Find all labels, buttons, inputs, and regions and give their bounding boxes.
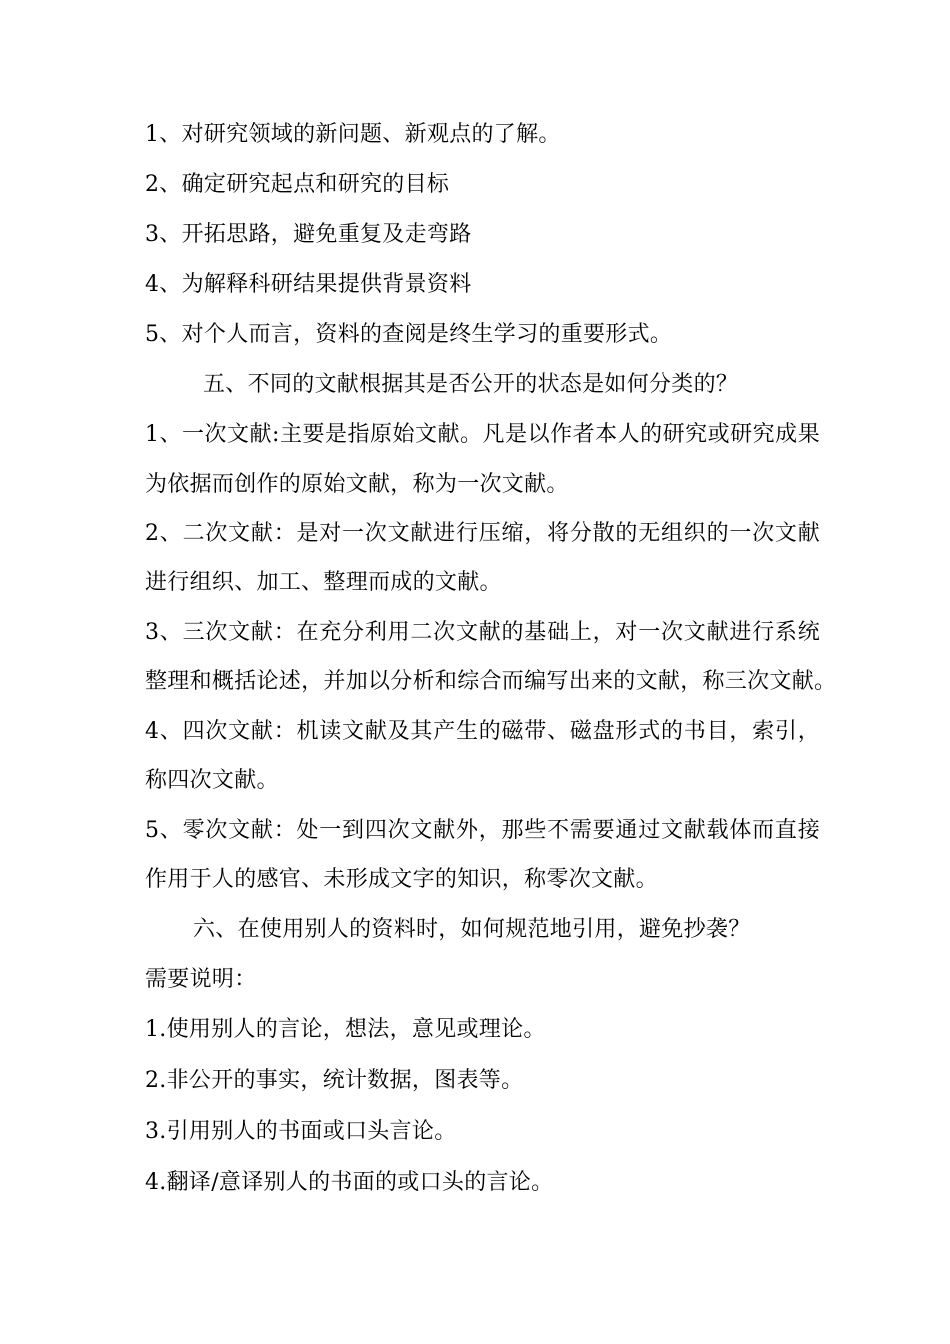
intro-text: 需要说明：	[145, 967, 257, 992]
list-item: 3.引用别人的书面或口头言论。	[145, 1119, 457, 1144]
section-heading: 六、在使用别人的资料时，如何规范地引用，避免抄袭？	[193, 917, 751, 942]
paragraph-line: 进行组织、加工、整理而成的文献。	[145, 570, 502, 595]
paragraph-line: 2、二次文献：是对一次文献进行压缩，将分散的无组织的一次文献	[145, 521, 820, 546]
paragraph-line: 4、四次文献：机读文献及其产生的磁带、磁盘形式的书目，索引，	[145, 719, 820, 744]
list-item: 4、为解释科研结果提供背景资料	[145, 272, 472, 297]
paragraph-line: 5、零次文献：处一到四次文献外，那些不需要通过文献载体而直接	[145, 818, 820, 843]
list-item: 1.使用别人的言论，想法，意见或理论。	[145, 1017, 546, 1042]
paragraph-line: 1、一次文献:主要是指原始文献。凡是以作者本人的研究或研究成果	[145, 422, 820, 447]
list-item: 4.翻译/意译别人的书面的或口头的言论。	[145, 1170, 554, 1195]
list-item: 5、对个人而言，资料的查阅是终生学习的重要形式。	[145, 322, 673, 347]
paragraph-line: 整理和概括论述，并加以分析和综合而编写出来的文献，称三次文献。	[145, 669, 837, 694]
paragraph-line: 为依据而创作的原始文献，称为一次文献。	[145, 472, 569, 497]
section-heading: 五、不同的文献根据其是否公开的状态是如何分类的？	[203, 372, 739, 397]
paragraph-line: 称四次文献。	[145, 768, 279, 793]
list-item: 2、确定研究起点和研究的目标	[145, 172, 450, 197]
paragraph-line: 3、三次文献：在充分利用二次文献的基础上，对一次文献进行系统	[145, 620, 820, 645]
list-item: 2.非公开的事实，统计数据，图表等。	[145, 1068, 524, 1093]
paragraph-line: 作用于人的感官、未形成文字的知识，称零次文献。	[145, 867, 658, 892]
list-item: 3、开拓思路，避免重复及走弯路	[145, 222, 472, 247]
list-item: 1、对研究领域的新问题、新观点的了解。	[145, 122, 561, 147]
